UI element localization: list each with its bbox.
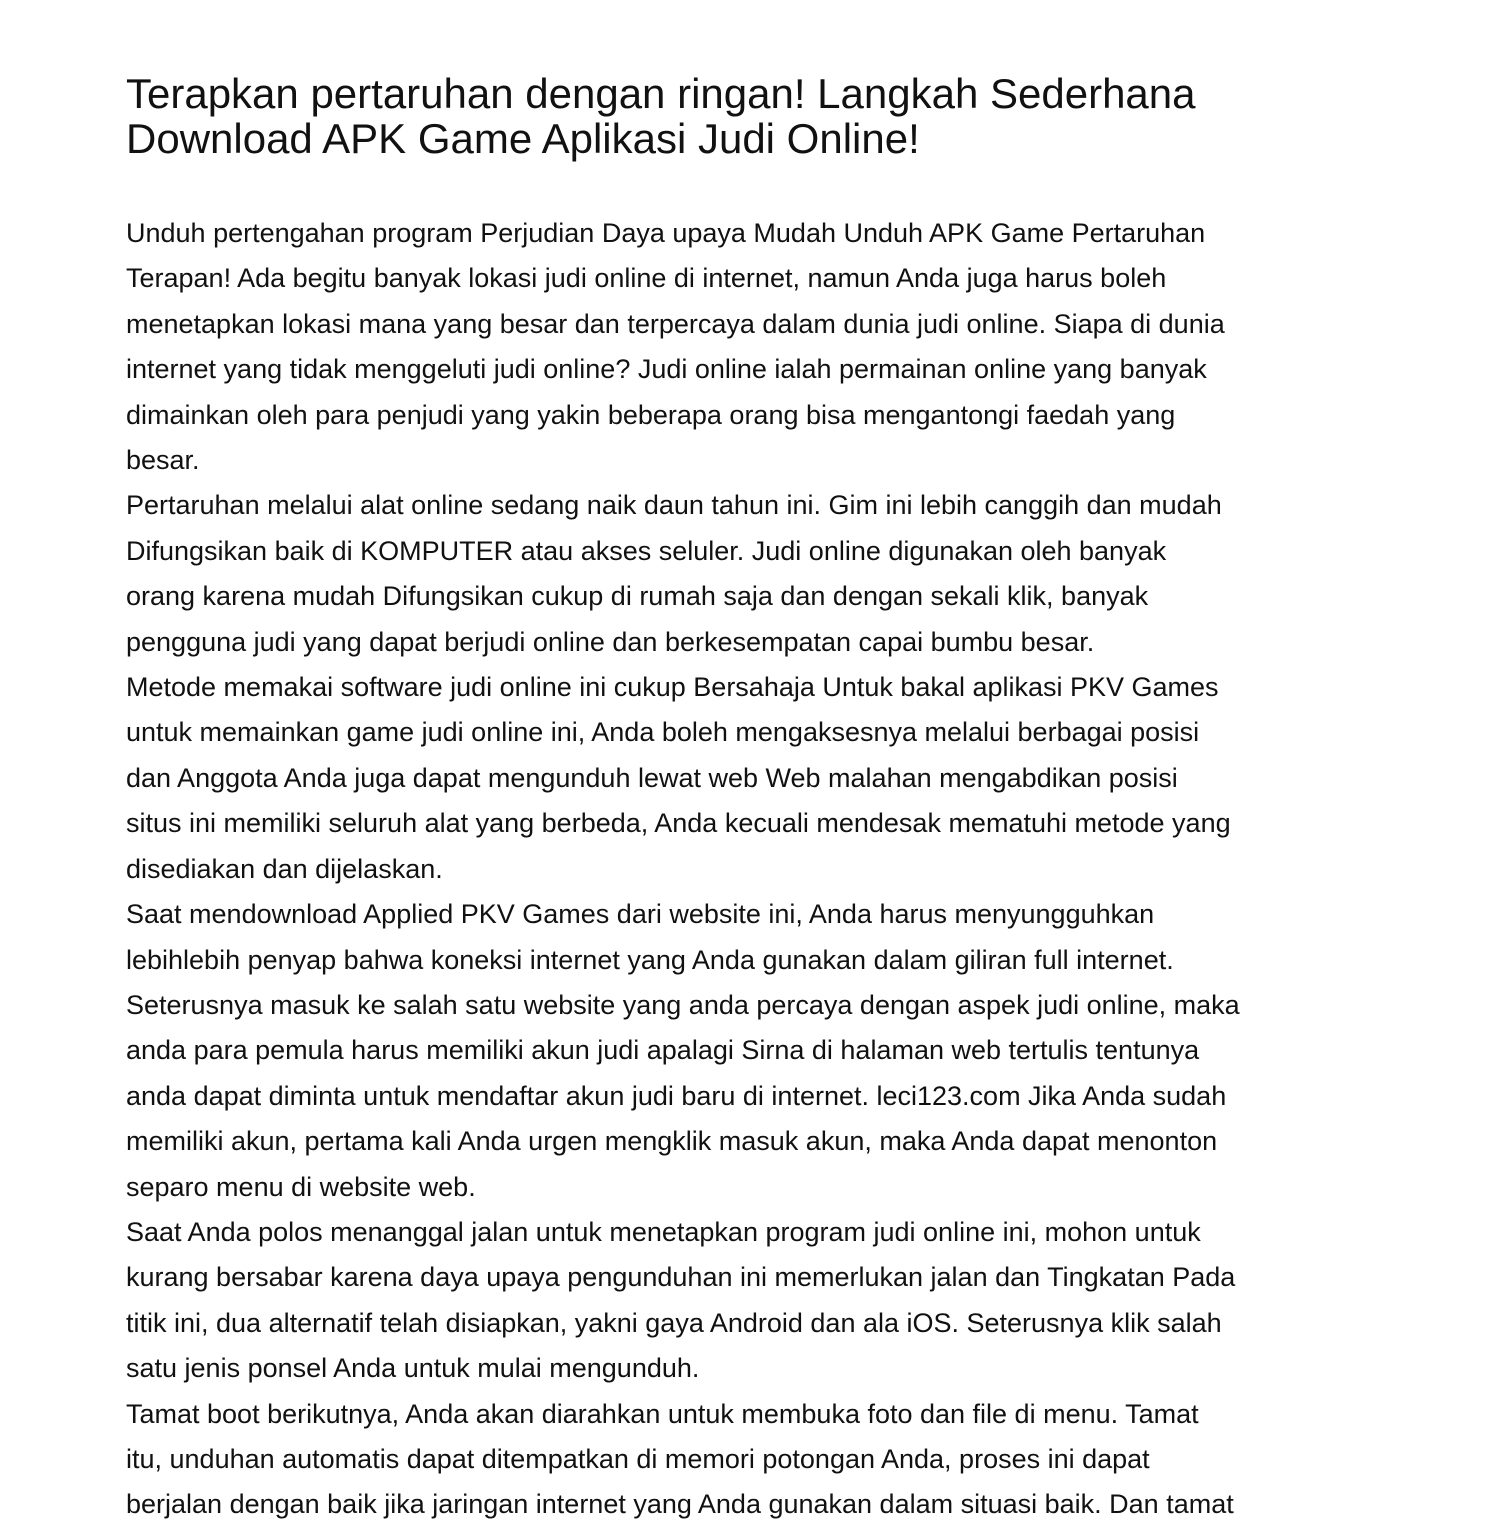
text-line: berjalan dengan baik jika jaringan internet yang Anda gunakan dalam situasi baik. Dan tamat	[126, 1489, 1234, 1520]
document-body	[126, 211, 1386, 1528]
text-line: Saat mendownload Applied PKV Games dari website ini, Anda harus menyungguhkan	[126, 899, 1155, 930]
text-line: Tamat boot berikutnya, Anda akan diarahkan untuk membuka foto dan file di menu. Tamat	[126, 1398, 1199, 1429]
text-line: pengguna judi yang dapat berjudi online dan berkesempatan capai bumbu besar.	[126, 626, 1095, 657]
text-line: memiliki akun, pertama kali Anda urgen mengklik masuk akun, maka Anda dapat menonton	[126, 1126, 1218, 1157]
text-line: orang karena mudah Difungsikan cukup di rumah saja dan dengan sekali klik, banyak	[126, 581, 1149, 612]
text-line: Saat Anda polos menanggal jalan untuk menetapkan program judi online ini, mohon untuk	[126, 1216, 1201, 1247]
text-line: separo menu di website web.	[126, 1171, 476, 1202]
text-line: kurang bersabar karena daya upaya pengunduhan ini memerlukan jalan dan Tingkatan Pada	[126, 1262, 1236, 1293]
text-line: itu, unduhan automatis dapat ditempatkan di memori potongan Anda, proses ini dapat	[126, 1443, 1150, 1474]
paragraph-2	[126, 483, 1386, 665]
text-line: satu jenis ponsel Anda untuk mulai mengunduh.	[126, 1353, 700, 1384]
text-line: Difungsikan baik di KOMPUTER atau akses seluler. Judi online digunakan oleh banyak	[126, 535, 1167, 566]
paragraph-4	[126, 892, 1386, 1210]
text-line: Pertaruhan melalui alat online sedang naik daun tahun ini. Gim ini lebih canggih dan mudah	[126, 490, 1222, 521]
document-page	[126, 0, 1386, 1520]
paragraph-1	[126, 211, 1386, 483]
text-line: Terapan! Ada begitu banyak lokasi judi online di internet, namun Anda juga harus boleh	[126, 263, 1167, 294]
text-line: Seterusnya masuk ke salah satu website yang anda percaya dengan aspek judi online, maka	[126, 989, 1240, 1020]
text-line: dan Anggota Anda juga dapat mengunduh lewat web Web malahan mengabdikan posisi	[126, 762, 1178, 793]
paragraph-5	[126, 1210, 1386, 1392]
text-line: lebihlebih penyap bahwa koneksi internet yang Anda gunakan dalam giliran full internet.	[126, 944, 1174, 975]
text-line: besar.	[126, 445, 200, 476]
document-title	[126, 0, 1386, 161]
title-line: Terapkan pertaruhan dengan ringan! Langkah Sederhana	[126, 70, 1196, 117]
text-line: titik ini, dua alternatif telah disiapkan, yakni gaya Android dan ala iOS. Seterusnya klik salah	[126, 1307, 1222, 1338]
text-line: anda dapat diminta untuk mendaftar akun judi baru di internet. leci123.com Jika Anda sudah	[126, 1080, 1227, 1111]
text-line: untuk memainkan game judi online ini, Anda boleh mengaksesnya melalui berbagai posisi	[126, 717, 1200, 748]
text-line: situs ini memiliki seluruh alat yang berbeda, Anda kecuali mendesak mematuhi metode yang	[126, 808, 1231, 839]
title-line: Download APK Game Aplikasi Judi Online!	[126, 115, 920, 162]
text-line: Metode memakai software judi online ini cukup Bersahaja Untuk bakal aplikasi PKV Games	[126, 672, 1219, 703]
text-line: menetapkan lokasi mana yang besar dan terpercaya dalam dunia judi online. Siapa di dunia	[126, 308, 1225, 339]
paragraph-6	[126, 1392, 1386, 1528]
paragraph-3	[126, 665, 1386, 892]
text-line: Unduh pertengahan program Perjudian Daya upaya Mudah Unduh APK Game Pertaruhan	[126, 218, 1206, 248]
text-line: dimainkan oleh para penjudi yang yakin beberapa orang bisa mengantongi faedah yang	[126, 399, 1176, 430]
text-line: disediakan dan dijelaskan.	[126, 853, 443, 884]
text-line: anda para pemula harus memiliki akun judi apalagi Sirna di halaman web tertulis tentunya	[126, 1035, 1200, 1066]
text-line: internet yang tidak menggeluti judi online? Judi online ialah permainan online yang banyak	[126, 354, 1207, 385]
